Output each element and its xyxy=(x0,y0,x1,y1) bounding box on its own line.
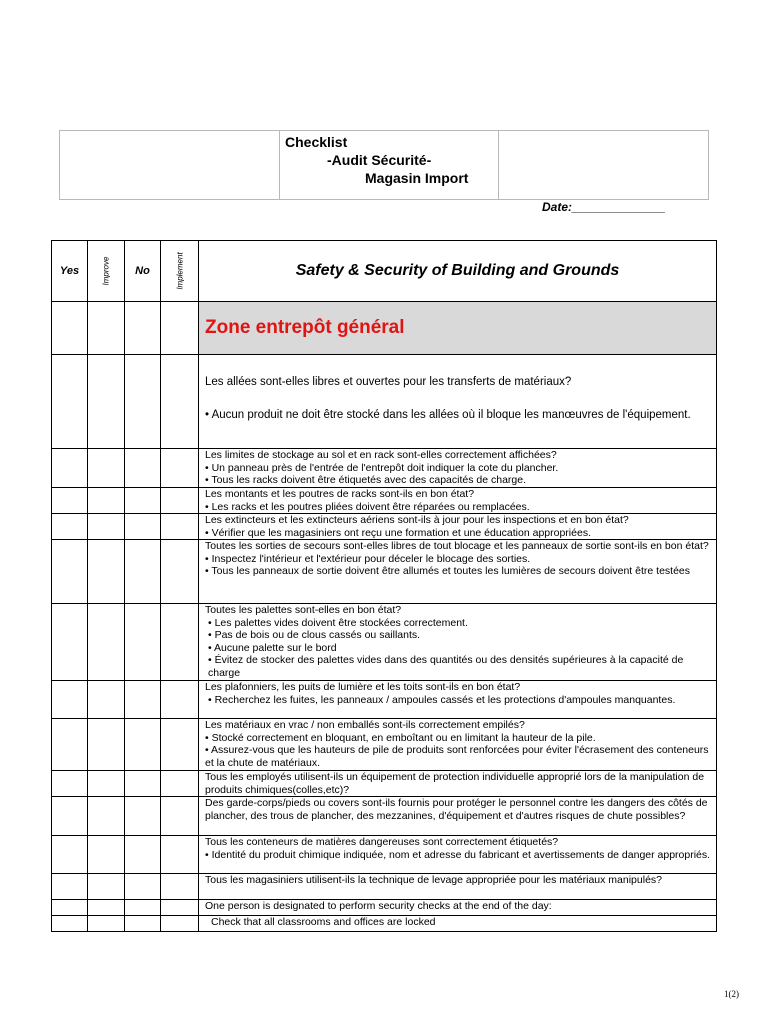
col-no-header: No xyxy=(125,241,161,302)
checkbox-cell[interactable] xyxy=(161,874,199,900)
table-row xyxy=(52,355,717,449)
section-heading: Safety & Security of Building and Grounds xyxy=(199,241,717,302)
table-row xyxy=(52,488,717,514)
checkbox-cell[interactable] xyxy=(161,355,199,449)
checkbox-cell[interactable] xyxy=(52,488,88,514)
checkbox-cell[interactable] xyxy=(125,797,161,836)
header-right-cell xyxy=(499,131,709,200)
table-row xyxy=(52,540,717,604)
question-cell: Check that all classrooms and offices are locked xyxy=(199,916,717,932)
question-cell: Les matériaux en vrac / non emballés sont-ils correctement empilés? • Stocké correctement en bloquant, en emboîtant ou en limitant la hauteur de la pile. • Assurez-vous que les hauteurs de pile de produits sont renforcées pour éviter l'écrasement des conteneurs et la chute de matériaux. xyxy=(199,719,717,771)
zone-title-cell xyxy=(199,302,717,355)
checkbox-cell[interactable] xyxy=(125,916,161,932)
table-row xyxy=(52,836,717,874)
checkbox-cell[interactable] xyxy=(161,916,199,932)
checkbox-cell[interactable] xyxy=(125,900,161,916)
checkbox-cell[interactable] xyxy=(88,836,125,874)
checkbox-cell[interactable] xyxy=(161,488,199,514)
checkbox-cell[interactable] xyxy=(52,900,88,916)
checkbox-cell[interactable] xyxy=(52,771,88,797)
checkbox-cell[interactable] xyxy=(88,514,125,540)
zone-title: Zone entrepôt général xyxy=(205,317,405,338)
table-row xyxy=(52,797,717,836)
checkbox-cell[interactable] xyxy=(161,302,199,355)
checkbox-cell[interactable] xyxy=(125,719,161,771)
checkbox-cell[interactable] xyxy=(161,836,199,874)
table-row xyxy=(52,900,717,916)
checkbox-cell[interactable] xyxy=(125,355,161,449)
checkbox-cell[interactable] xyxy=(125,874,161,900)
checkbox-cell[interactable] xyxy=(125,302,161,355)
checkbox-cell[interactable] xyxy=(161,681,199,719)
checkbox-cell[interactable] xyxy=(88,540,125,604)
checkbox-cell[interactable] xyxy=(88,302,125,355)
checkbox-cell[interactable] xyxy=(88,449,125,488)
question-cell: Des garde-corps/pieds ou covers sont-ils fournis pour protéger le personnel contre les dangers des côtés de plancher, des trous de plancher, des mezzanines, d'équipement et d'autres risques de chute possibles? xyxy=(199,797,717,836)
question-cell: Les allées sont-elles libres et ouvertes pour les transferts de matériaux? • Aucun produit ne doit être stocké dans les allées où il bloque les manœuvres de l'équipement. xyxy=(199,355,717,449)
checkbox-cell[interactable] xyxy=(52,719,88,771)
checkbox-cell[interactable] xyxy=(52,302,88,355)
table-row xyxy=(52,514,717,540)
checkbox-cell[interactable] xyxy=(125,771,161,797)
checkbox-cell[interactable] xyxy=(161,797,199,836)
checklist-table xyxy=(51,240,717,932)
checkbox-cell[interactable] xyxy=(161,719,199,771)
page-number: 1(2) xyxy=(724,989,739,999)
date-field[interactable]: Date:______________ xyxy=(542,200,666,214)
checkbox-cell[interactable] xyxy=(52,874,88,900)
question-cell: Les plafonniers, les puits de lumière et les toits sont-ils en bon état? • Recherchez les fuites, les panneaux / ampoules cassés et les protections d'ampoules manquantes. xyxy=(199,681,717,719)
header-left-cell xyxy=(60,131,280,200)
checkbox-cell[interactable] xyxy=(52,449,88,488)
checkbox-cell[interactable] xyxy=(125,449,161,488)
location-subtitle: Magasin Import xyxy=(365,170,469,186)
checkbox-cell[interactable] xyxy=(52,797,88,836)
table-row xyxy=(52,719,717,771)
checkbox-cell[interactable] xyxy=(88,719,125,771)
table-row xyxy=(52,771,717,797)
question-cell: Toutes les palettes sont-elles en bon état? • Les palettes vides doivent être stockées correctement. • Pas de bois ou de clous cassés ou saillants. • Aucune palette sur le bord • Évitez de stocker des palettes vides dans des quantités ou des densités supérieures à la capacité de charge xyxy=(199,604,717,681)
table-row xyxy=(52,681,717,719)
checkbox-cell[interactable] xyxy=(161,540,199,604)
table-row xyxy=(52,874,717,900)
checkbox-cell[interactable] xyxy=(88,874,125,900)
question-cell: Tous les conteneurs de matières dangereuses sont correctement étiquetés? • Identité du produit chimique indiquée, nom et adresse du fabricant et avertissements de danger appropriés. xyxy=(199,836,717,874)
audit-subtitle: -Audit Sécurité- xyxy=(327,152,432,168)
checkbox-cell[interactable] xyxy=(125,540,161,604)
checkbox-cell[interactable] xyxy=(88,916,125,932)
col-yes-header: Yes xyxy=(52,241,88,302)
header-title-cell xyxy=(280,131,499,200)
checkbox-cell[interactable] xyxy=(88,355,125,449)
table-row xyxy=(52,916,717,932)
checkbox-cell[interactable] xyxy=(161,514,199,540)
question-cell: Les extincteurs et les extincteurs aériens sont-ils à jour pour les inspections et en bon état? • Vérifier que les magasiniers ont reçu une formation et une éducation appropriées. xyxy=(199,514,717,540)
checklist-title: Checklist xyxy=(285,134,348,150)
zone-row xyxy=(52,302,717,355)
checkbox-cell[interactable] xyxy=(52,604,88,681)
checkbox-cell[interactable] xyxy=(88,900,125,916)
table-row xyxy=(52,449,717,488)
checkbox-cell[interactable] xyxy=(161,900,199,916)
checkbox-cell[interactable] xyxy=(52,916,88,932)
checkbox-cell[interactable] xyxy=(52,836,88,874)
checkbox-cell[interactable] xyxy=(88,488,125,514)
checkbox-cell[interactable] xyxy=(161,449,199,488)
col-implement-header: Implement xyxy=(161,241,199,302)
checkbox-cell[interactable] xyxy=(125,836,161,874)
header-table xyxy=(59,130,709,200)
checkbox-cell[interactable] xyxy=(88,771,125,797)
checkbox-cell[interactable] xyxy=(52,355,88,449)
checkbox-cell[interactable] xyxy=(88,604,125,681)
question-cell: Tous les employés utilisent-ils un équipement de protection individuelle approprié lors de la manipulation de produits chimiques(colles,etc)? xyxy=(199,771,717,797)
checkbox-cell[interactable] xyxy=(125,681,161,719)
question-cell: Les montants et les poutres de racks sont-ils en bon état? • Les racks et les poutres pliées doivent être réparées ou remplacées. xyxy=(199,488,717,514)
checkbox-cell[interactable] xyxy=(52,540,88,604)
question-cell: Les limites de stockage au sol et en rack sont-elles correctement affichées? • Un panneau près de l'entrée de l'entrepôt doit indiquer la cote du plancher. • Tous les racks doivent être étiquetés avec des capacités de charge. xyxy=(199,449,717,488)
question-cell: One person is designated to perform security checks at the end of the day: xyxy=(199,900,717,916)
checkbox-cell[interactable] xyxy=(125,514,161,540)
checkbox-cell[interactable] xyxy=(52,681,88,719)
checkbox-cell[interactable] xyxy=(161,771,199,797)
checkbox-cell[interactable] xyxy=(161,604,199,681)
checkbox-cell[interactable] xyxy=(125,488,161,514)
col-improve-header: Improve xyxy=(88,241,125,302)
checkbox-cell[interactable] xyxy=(88,681,125,719)
checkbox-cell[interactable] xyxy=(52,514,88,540)
checkbox-cell[interactable] xyxy=(88,797,125,836)
checkbox-cell[interactable] xyxy=(125,604,161,681)
column-header-row xyxy=(52,241,717,302)
question-cell: Tous les magasiniers utilisent-ils la technique de levage appropriée pour les matériaux manipulés? xyxy=(199,874,717,900)
question-cell: Toutes les sorties de secours sont-elles libres de tout blocage et les panneaux de sortie sont-ils en bon état? • Inspectez l'intérieur et l'extérieur pour déceler le blocage des sorties. • Tous les panneaux de sortie doivent être allumés et toutes les lumières de secours doivent être testées xyxy=(199,540,717,604)
table-row xyxy=(52,604,717,681)
